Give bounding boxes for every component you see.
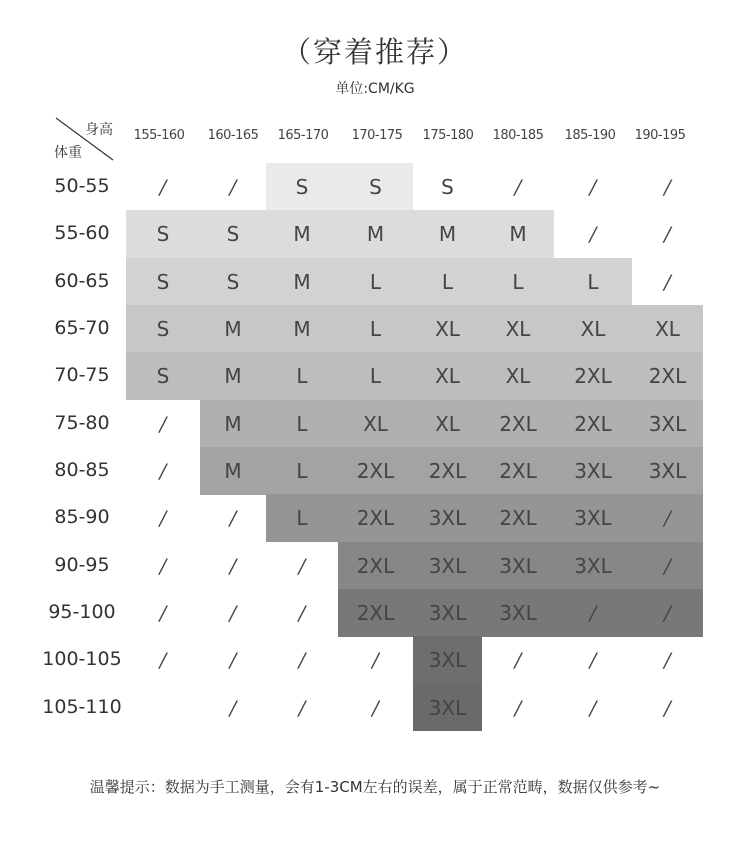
weight-row-header: 95-100 [48, 600, 116, 623]
size-cell: / [298, 648, 306, 673]
size-cell: 2XL [356, 553, 395, 578]
height-column-header: 170-175 [351, 128, 403, 143]
size-cell: M [366, 222, 385, 247]
size-cell: / [589, 175, 597, 199]
size-cell: / [589, 695, 597, 720]
size-cell: 3XL [428, 600, 467, 625]
size-cell: M [293, 222, 311, 247]
size-cell: / [159, 458, 167, 483]
size-cell: L [369, 269, 382, 294]
size-cell: 3XL [574, 553, 612, 578]
weight-row-header: 105-110 [42, 695, 122, 718]
size-cell: 2XL [356, 600, 395, 625]
size-cell: L [296, 411, 308, 436]
size-cell: / [372, 695, 379, 720]
size-cell: 2XL [356, 506, 395, 531]
size-cell: L [296, 458, 308, 483]
size-cell: / [159, 648, 167, 673]
size-cell: / [159, 506, 167, 531]
size-cell: / [229, 175, 237, 199]
size-cell [126, 684, 200, 732]
size-cell: / [664, 506, 671, 531]
size-cell: S [295, 175, 309, 199]
size-cell: 2XL [499, 506, 537, 531]
size-cell: 3XL [648, 411, 687, 436]
size-cell: / [298, 600, 306, 625]
weight-row-header: 85-90 [54, 506, 110, 529]
size-cell: S [156, 269, 170, 294]
size-cell: L [369, 316, 382, 341]
size-cell: L [296, 364, 308, 389]
size-cell: L [441, 269, 454, 294]
size-cell: / [159, 175, 167, 199]
size-cell: M [224, 364, 242, 389]
size-cell: 2XL [648, 364, 687, 389]
size-cell: / [664, 222, 671, 247]
size-cell: S [226, 269, 240, 294]
height-axis-label: 身高 [85, 122, 113, 138]
size-cell: XL [435, 364, 460, 389]
size-cell: 2XL [499, 411, 537, 436]
size-cell: 3XL [648, 458, 687, 483]
size-cell: / [159, 411, 167, 436]
size-cell: / [298, 553, 306, 578]
height-column-header: 155-160 [133, 128, 185, 143]
size-cell: / [514, 648, 522, 673]
height-column-header: 185-190 [564, 128, 616, 143]
size-cell: / [159, 553, 167, 578]
page-title: （穿着推荐） [281, 35, 468, 69]
height-column-header: 175-180 [422, 128, 474, 143]
size-cell: 2XL [356, 458, 395, 483]
size-cell: / [229, 648, 237, 673]
size-cell: / [664, 269, 671, 294]
size-cell: 3XL [574, 506, 612, 531]
size-cell: M [293, 269, 311, 294]
weight-row-header: 90-95 [54, 553, 110, 576]
size-cell: 3XL [428, 506, 467, 531]
size-cell: M [224, 458, 242, 483]
size-cell: / [514, 175, 522, 199]
size-cell: / [229, 506, 237, 531]
size-cell: 3XL [428, 695, 467, 720]
weight-row-header: 70-75 [54, 364, 110, 387]
size-cell: 3XL [499, 553, 537, 578]
size-cell: S [441, 175, 454, 199]
height-column-header: 165-170 [277, 128, 329, 143]
size-cell: M [438, 222, 457, 247]
height-column-header: 160-165 [207, 128, 259, 143]
size-cell: / [159, 600, 167, 625]
size-cell: 3XL [499, 600, 537, 625]
size-cell: 2XL [574, 364, 612, 389]
size-cell: L [512, 269, 524, 294]
weight-row-header: 80-85 [54, 458, 110, 481]
size-cell: XL [505, 364, 531, 389]
size-cell: M [293, 316, 311, 341]
height-column-header: 190-195 [634, 128, 686, 143]
measurement-note: 温馨提示：数据为手工测量，会有1-3CM左右的误差，属于正常范畴，数据仅供参考~ [89, 778, 661, 796]
size-cell: / [298, 695, 306, 720]
unit-label: 单位:CM/KG [335, 81, 415, 97]
size-cell: XL [580, 316, 606, 341]
size-cell: XL [363, 411, 388, 436]
size-cell: / [229, 553, 237, 578]
size-cell: / [664, 175, 671, 199]
size-cell: / [229, 600, 237, 625]
size-cell: 2XL [574, 411, 612, 436]
size-cell: L [296, 506, 308, 531]
size-cell: S [156, 316, 170, 341]
size-cell: / [514, 695, 522, 720]
size-cell: L [587, 269, 599, 294]
size-cell: XL [435, 411, 460, 436]
size-cell: 3XL [428, 648, 467, 673]
size-cell: XL [655, 316, 680, 341]
size-cell: 3XL [428, 553, 467, 578]
size-cell: XL [435, 316, 460, 341]
size-cell: 2XL [428, 458, 467, 483]
weight-row-header: 60-65 [54, 269, 110, 292]
size-cell: / [589, 222, 597, 247]
weight-row-header: 50-55 [54, 175, 110, 197]
weight-axis-label: 体重 [54, 145, 82, 161]
size-cell: M [509, 222, 527, 247]
weight-row-header: 65-70 [54, 316, 110, 339]
size-cell: S [156, 222, 170, 247]
weight-row-header: 75-80 [54, 411, 110, 434]
weight-row-header: 55-60 [54, 222, 110, 245]
size-cell: 2XL [499, 458, 537, 483]
height-column-header: 180-185 [492, 128, 544, 143]
weight-row-header: 100-105 [42, 648, 122, 671]
table-corner [50, 115, 120, 163]
size-cell: S [156, 364, 170, 389]
size-cell: M [224, 316, 242, 341]
size-cell: M [224, 411, 242, 436]
size-cell: / [229, 695, 237, 720]
size-cell: / [664, 648, 671, 673]
size-cell: / [372, 648, 379, 673]
size-cell: L [369, 364, 382, 389]
size-cell: XL [505, 316, 531, 341]
size-cell: S [369, 175, 382, 199]
size-cell: 3XL [574, 458, 612, 483]
size-cell: / [664, 553, 671, 578]
size-cell: / [589, 600, 597, 625]
size-cell: / [664, 695, 671, 720]
size-cell: / [589, 648, 597, 673]
size-cell: S [226, 222, 240, 247]
size-cell: / [664, 600, 671, 625]
